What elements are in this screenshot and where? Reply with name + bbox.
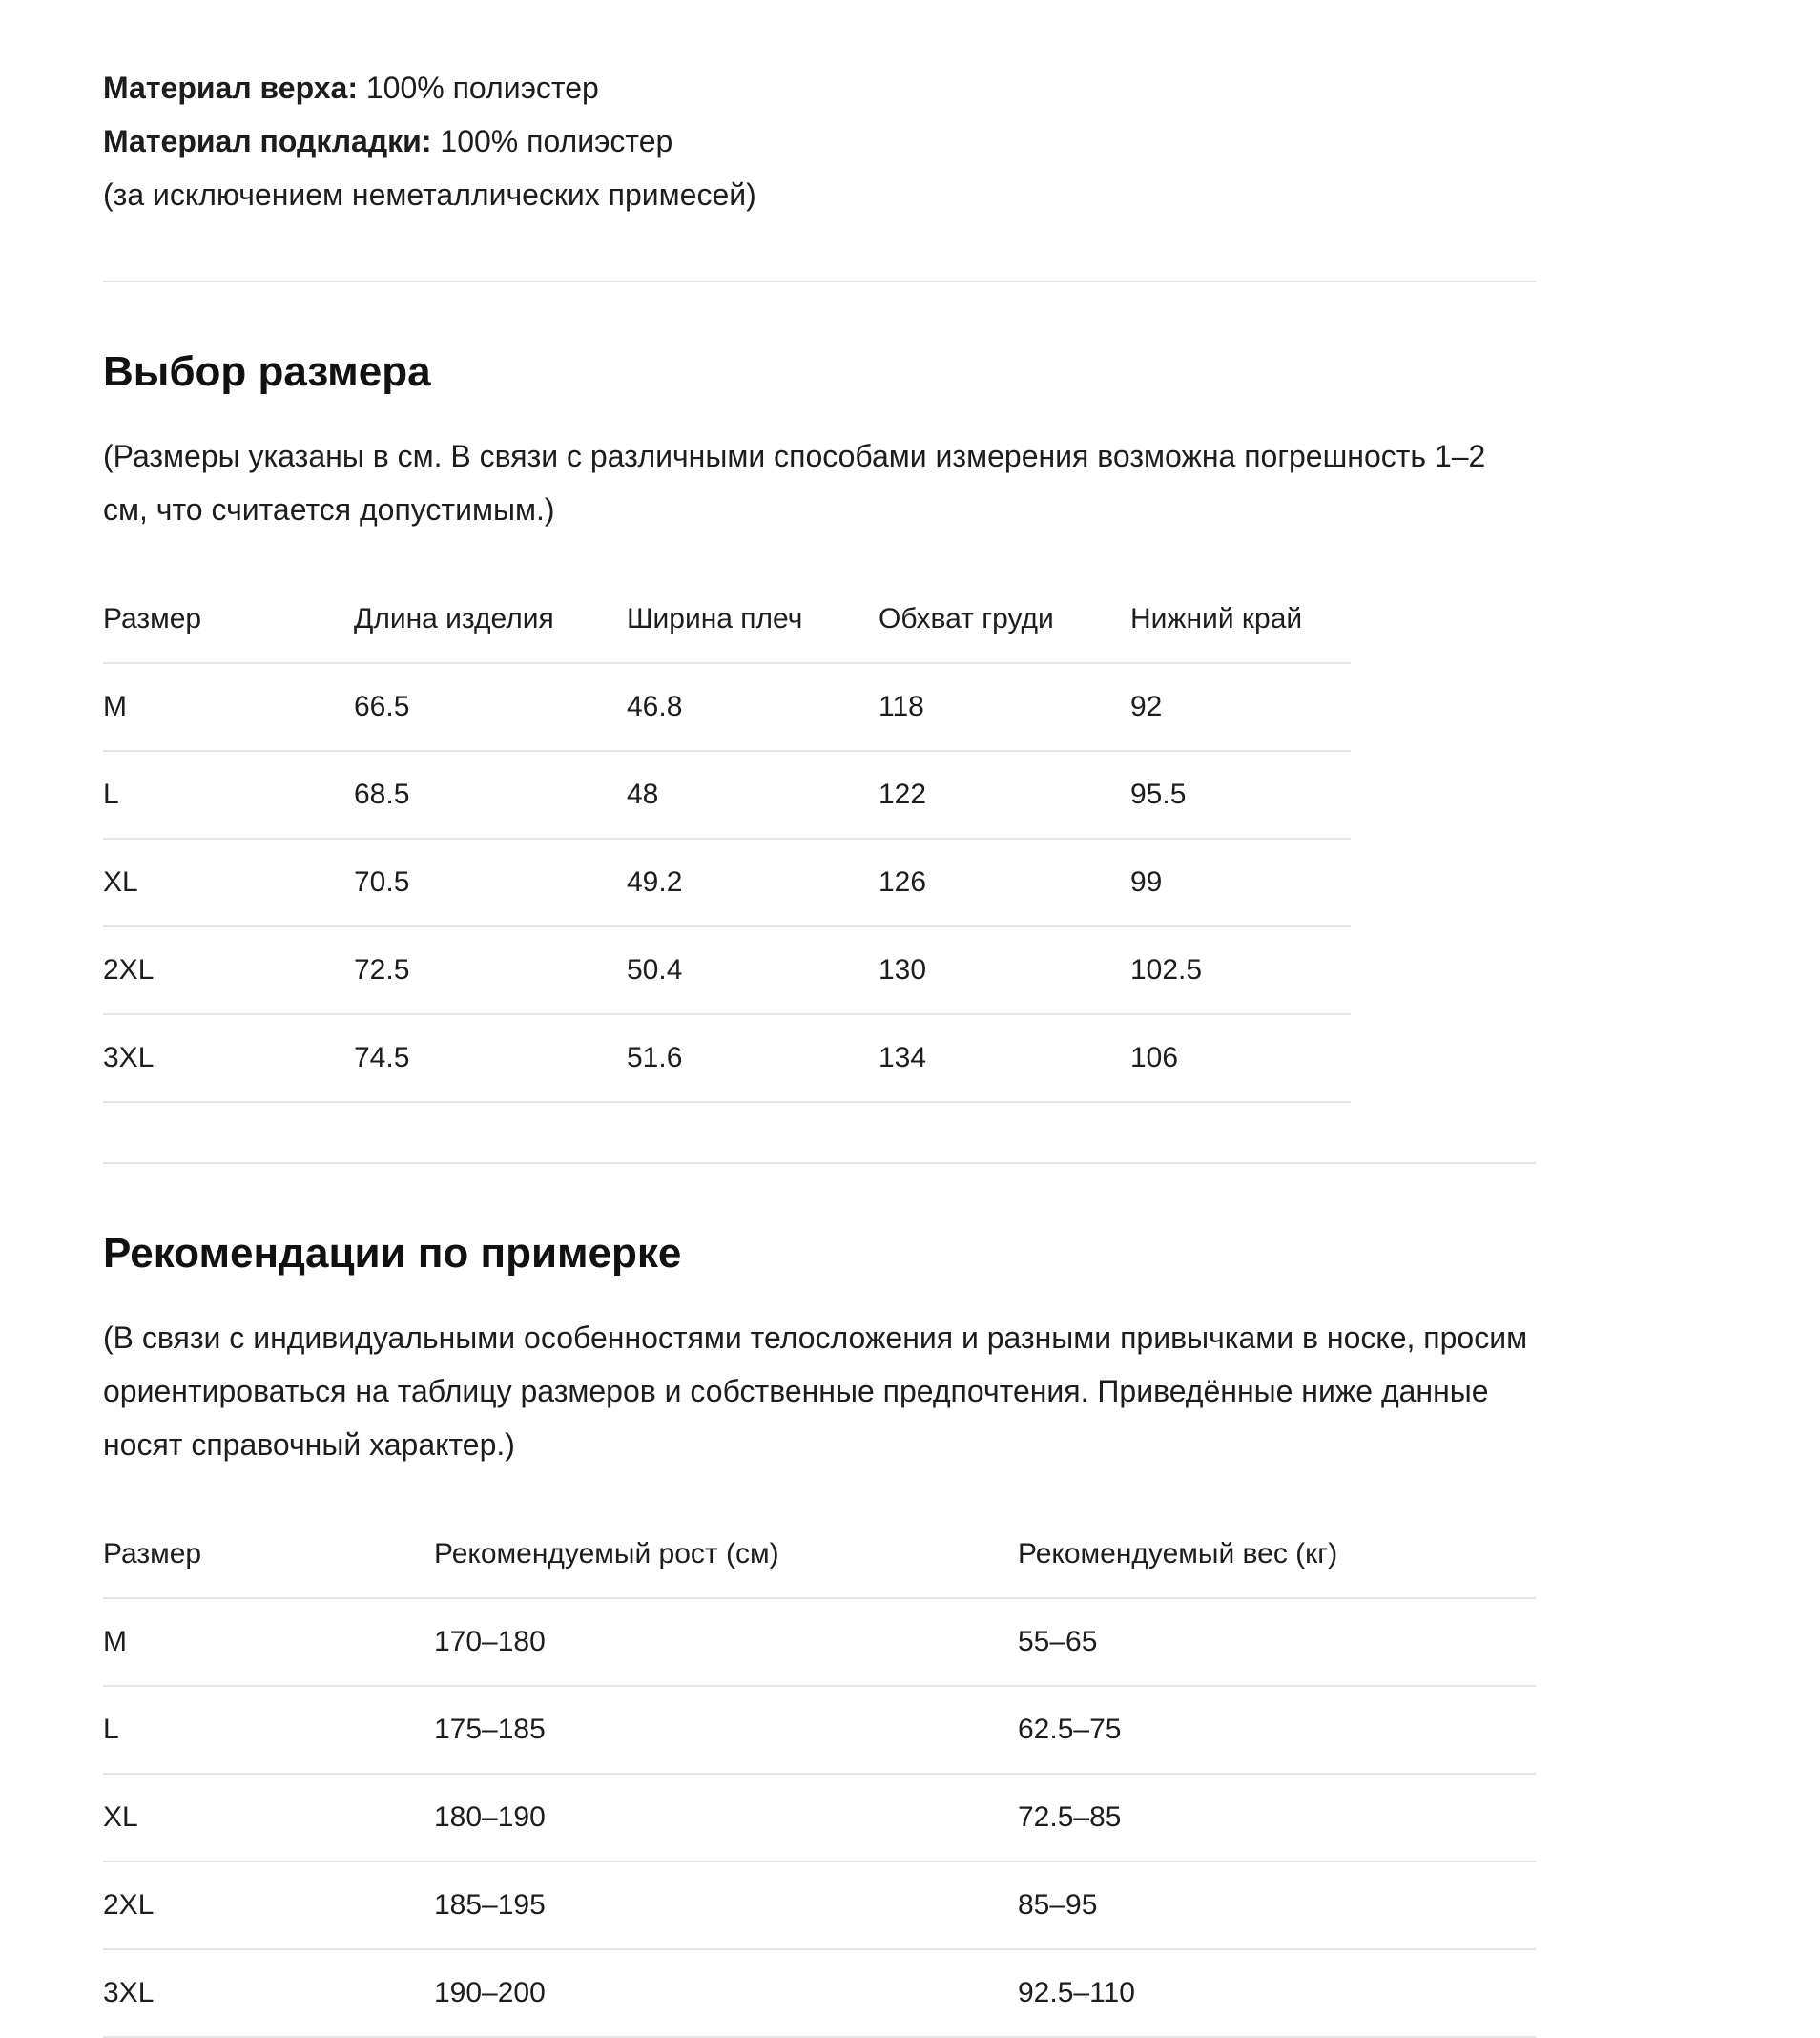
content-column	[103, 0, 1536, 2038]
table-cell: 51.6	[627, 1014, 879, 1102]
table-cell: 118	[879, 663, 1130, 751]
size-table	[103, 576, 1351, 1103]
table-cell: 95.5	[1130, 751, 1351, 839]
table-cell: L	[103, 1686, 434, 1774]
section-divider	[103, 1162, 1536, 1164]
table-row	[103, 1014, 1351, 1102]
table-cell: 130	[879, 926, 1130, 1014]
table-cell: 2XL	[103, 926, 354, 1014]
table-cell: 72.5–85	[1018, 1774, 1536, 1861]
table-cell: XL	[103, 839, 354, 926]
size-selection-title: Выбор размера	[103, 348, 431, 395]
fit-table-header: Рекомендуемый рост (см)	[434, 1511, 1018, 1598]
table-row	[103, 926, 1351, 1014]
table-cell: 74.5	[354, 1014, 627, 1102]
table-cell: 72.5	[354, 926, 627, 1014]
table-cell: 70.5	[354, 839, 627, 926]
table-cell: 134	[879, 1014, 1130, 1102]
size-selection-section	[103, 343, 1536, 1103]
table-cell: 92.5–110	[1018, 1949, 1536, 2037]
table-cell: 190–200	[434, 1949, 1018, 2037]
table-cell: 185–195	[434, 1861, 1018, 1949]
table-cell: M	[103, 1598, 434, 1686]
table-cell: 50.4	[627, 926, 879, 1014]
table-cell: 122	[879, 751, 1130, 839]
fit-table-header-row	[103, 1511, 1536, 1598]
table-cell: 48	[627, 751, 879, 839]
table-row	[103, 839, 1351, 926]
table-cell: 175–185	[434, 1686, 1018, 1774]
table-row	[103, 663, 1351, 751]
size-table-header: Размер	[103, 576, 354, 663]
table-cell: 106	[1130, 1014, 1351, 1102]
table-cell: 3XL	[103, 1949, 434, 2037]
section-divider	[103, 281, 1536, 282]
fit-recommendations-note: (В связи с индивидуальными особенностями телосложения и разными привычками в носке, просим ориентироваться на таблицу размеров и собственные предпочтения. Приведённые ниже данные носят справочный характер.)	[103, 1321, 1528, 1462]
size-table-header: Нижний край	[1130, 576, 1351, 663]
size-selection-note: (Размеры указаны в см. В связи с различными способами измерения возможна погрешность 1–2 см, что считается допустимым.)	[103, 439, 1486, 527]
table-cell: 49.2	[627, 839, 879, 926]
fit-table-header: Рекомендуемый вес (кг)	[1018, 1511, 1536, 1598]
table-cell: 62.5–75	[1018, 1686, 1536, 1774]
material-lining-line	[103, 114, 1536, 168]
fit-table-header: Размер	[103, 1511, 434, 1598]
table-row	[103, 1774, 1536, 1861]
table-cell: 99	[1130, 839, 1351, 926]
table-cell: 180–190	[434, 1774, 1018, 1861]
table-cell: 85–95	[1018, 1861, 1536, 1949]
fit-recommendations-title: Рекомендации по примерке	[103, 1230, 682, 1277]
table-cell: M	[103, 663, 354, 751]
material-lining-value: 100% полиэстер	[440, 124, 673, 158]
table-row	[103, 1861, 1536, 1949]
table-row	[103, 1949, 1536, 2037]
material-info	[103, 0, 1536, 221]
table-cell: 55–65	[1018, 1598, 1536, 1686]
size-table-header: Ширина плеч	[627, 576, 879, 663]
table-cell: 2XL	[103, 1861, 434, 1949]
material-note: (за исключением неметаллических примесей)	[103, 177, 756, 212]
size-table-header: Длина изделия	[354, 576, 627, 663]
table-cell: 102.5	[1130, 926, 1351, 1014]
fit-recommendations-section	[103, 1225, 1536, 2038]
table-row	[103, 751, 1351, 839]
material-top-label: Материал верха:	[103, 71, 358, 105]
table-cell: 170–180	[434, 1598, 1018, 1686]
material-top-line	[103, 61, 1536, 114]
fit-table	[103, 1511, 1536, 2038]
table-cell: 66.5	[354, 663, 627, 751]
table-cell: 3XL	[103, 1014, 354, 1102]
material-top-value: 100% полиэстер	[365, 71, 599, 105]
table-row	[103, 1686, 1536, 1774]
table-row	[103, 1598, 1536, 1686]
material-lining-label: Материал подкладки:	[103, 124, 432, 158]
table-cell: L	[103, 751, 354, 839]
table-cell: 68.5	[354, 751, 627, 839]
table-cell: XL	[103, 1774, 434, 1861]
table-cell: 46.8	[627, 663, 879, 751]
table-cell: 92	[1130, 663, 1351, 751]
table-cell: 126	[879, 839, 1130, 926]
size-table-header: Обхват груди	[879, 576, 1130, 663]
size-table-header-row	[103, 576, 1351, 663]
